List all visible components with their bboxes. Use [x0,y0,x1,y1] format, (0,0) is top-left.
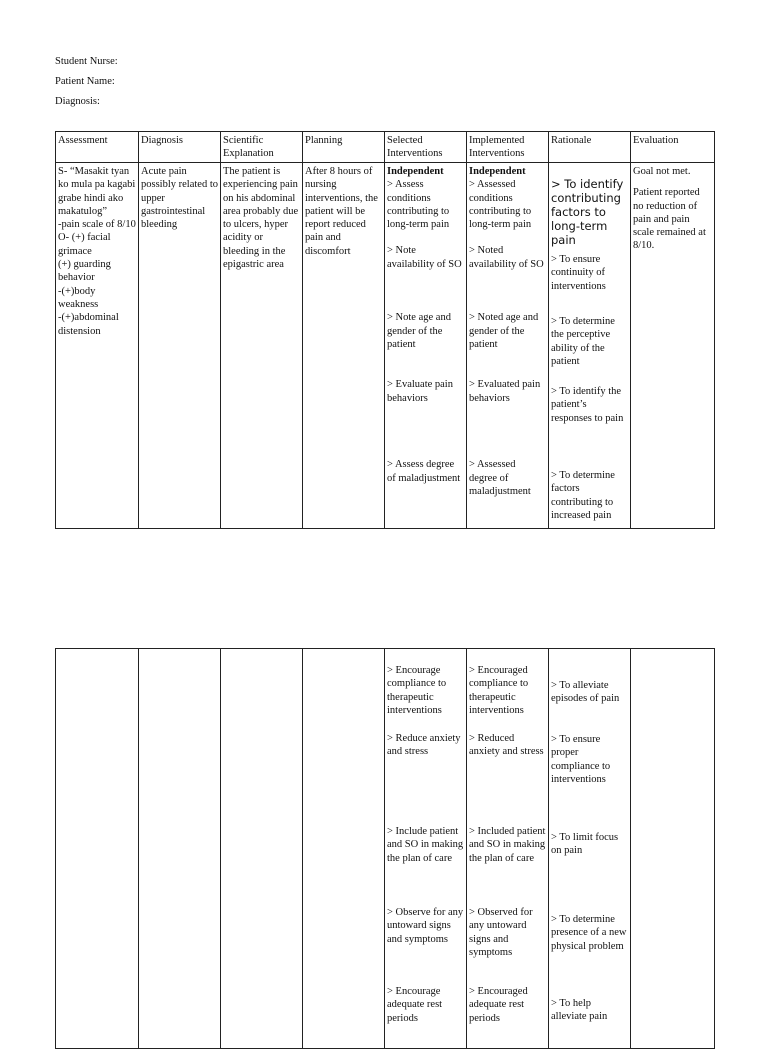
implemented-cell [467,163,549,529]
student-nurse-label: Student Nurse: [55,56,118,67]
rationale-item: > To determine factors contributing to increased pain [551,470,615,521]
assessment-line: -(+)body weakness [58,285,99,310]
col-header-assessment: Assessment [56,132,139,163]
planning-cell: After 8 hours of nursing interventions, the patient will be report reduced pain and discomfort [303,163,385,529]
col-header-selected: Selected Interventions [385,132,467,163]
intervention-item: > Encouraged adequate rest periods [469,986,528,1024]
assessment-cell [56,163,139,529]
scientific-cell: The patient is experiencing pain on his abdominal area probably due to ulcers, hyper acidity or bleeding in the epigastric area [221,163,303,529]
evaluation-line: Goal not met. [633,166,691,177]
rationale-item: > To help alleviate pain [551,998,608,1023]
col-header-implemented: Implemented Interventions [467,132,549,163]
independent-heading: Independent [387,166,444,177]
diagnosis-cell: Acute pain possibly related to upper gastrointestinal bleeding [139,163,221,529]
intervention-item: > Assessed degree of maladjustment [469,459,531,497]
intervention-item: > Reduce anxiety and stress [387,733,461,758]
independent-heading: Independent [469,166,526,177]
rationale-item: > To identify contributing factors to long-term pain [551,177,624,247]
intervention-item: > Included patient and SO in making the plan of care [469,826,546,864]
diagnosis-label: Diagnosis: [55,96,100,107]
rationale-item: > To ensure continuity of interventions [551,254,606,292]
rationale-item: > To ensure proper compliance to interventions [551,734,611,785]
intervention-item: > Noted age and gender of the patient [469,312,539,350]
scientific-cell [221,649,303,1049]
table-row [56,163,715,529]
selected-cell [385,163,467,529]
intervention-item: > Assessed conditions contributing to long-term pain [469,179,532,231]
rationale-item: > To limit focus on pain [551,832,619,857]
evaluation-cell [631,649,715,1049]
patient-name-label: Patient Name: [55,76,115,87]
rationale-cell [549,649,631,1049]
rationale-item: > To determine presence of a new physical problem [551,914,627,952]
intervention-item: > Observed for any untoward signs and symptoms [469,907,533,958]
intervention-item: > Include patient and SO in making the plan of care [387,826,464,864]
care-plan-table-1 [55,131,715,529]
col-header-evaluation: Evaluation [631,132,715,163]
col-header-scientific: Scientific Explanation [221,132,303,163]
rationale-item: > To identify the patient’s responses to pain [551,386,624,424]
evaluation-line: Patient reported no reduction of pain and pain scale remained at 8/10. [633,187,706,252]
intervention-item: > Encourage adequate rest periods [387,986,443,1024]
intervention-item: > Reduced anxiety and stress [469,733,544,758]
intervention-item: > Encourage compliance to therapeutic interventions [387,665,447,716]
assessment-line: (+) guarding behavior [58,259,111,284]
col-header-rationale: Rationale [549,132,631,163]
planning-cell [303,649,385,1049]
intervention-item: > Note age and gender of the patient [387,312,451,350]
evaluation-cell [631,163,715,529]
table-header-row [56,132,715,163]
intervention-item: > Evaluated pain behaviors [469,379,541,404]
intervention-item: > Evaluate pain behaviors [387,379,453,404]
intervention-item: > Observe for any untoward signs and symptoms [387,907,464,945]
intervention-item: > Noted availability of SO [469,245,544,270]
table-row [56,649,715,1049]
assessment-line: -(+)abdominal distension [58,312,119,337]
assessment-line: O- (+) facial grimace [58,232,111,257]
assessment-line: S- “Masakit tyan ko mula pa kagabi grabe hindi ako makatulog” [58,166,136,217]
col-header-diagnosis: Diagnosis [139,132,221,163]
rationale-cell [549,163,631,529]
rationale-item: > To determine the perceptive ability of the patient [551,316,615,367]
diagnosis-cell [139,649,221,1049]
implemented-cell [467,649,549,1049]
col-header-planning: Planning [303,132,385,163]
care-plan-table-2 [55,648,715,1049]
assessment-cell [56,649,139,1049]
document-header [55,55,118,115]
intervention-item: > Encouraged compliance to therapeutic interventions [469,665,529,716]
rationale-item: > To alleviate episodes of pain [551,680,620,705]
selected-cell [385,649,467,1049]
intervention-item: > Assess conditions contributing to long-term pain [387,179,450,231]
intervention-item: > Assess degree of maladjustment [387,459,461,484]
assessment-line: -pain scale of 8/10 [58,219,136,231]
intervention-item: > Note availability of SO [387,245,462,270]
